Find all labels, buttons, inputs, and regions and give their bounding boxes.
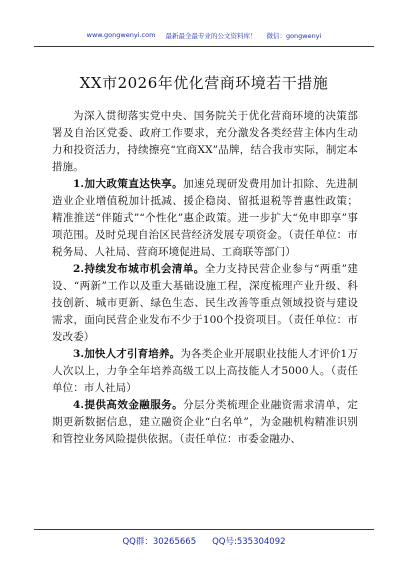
measure-heading: 2.持续发布城市机会清单。 — [73, 263, 205, 275]
measure-body: 为各类企业开展职业技能人才评价1万人次以上，力争全年培养高级工以上高技能人才5000人。（责任单位：市人社局） — [52, 348, 358, 394]
measure-item-3 — [52, 346, 358, 397]
measure-item-4 — [52, 397, 358, 448]
measure-heading: 1.加大政策直达快享。 — [73, 178, 184, 190]
measure-body: 全力支持民营企业参与“两重”建设、“两新”工作以及重大基础设施工程，深度梳理产业升级、科技创新、城市更新、绿色生态、民生改善等重点领域投资与建设需求，面向民营企业发布不少于100个投资项目。（责任单位：市发改委） — [52, 263, 358, 343]
page-footer — [0, 535, 408, 553]
measure-item-2 — [52, 261, 358, 346]
measure-heading: 3.加快人才引育培养。 — [73, 348, 181, 360]
qq-number: QQ号:535304092 — [212, 537, 286, 547]
page-header — [0, 26, 408, 44]
qq-group: QQ群：30265665 — [122, 537, 197, 547]
intro-paragraph: 为深入贯彻落实党中央、国务院关于优化营商环境的决策部署及自治区党委、政府工作要求，充分激发各类经营主体内生动力和投资活力，持续擦亮“宜商XX”品牌，结合我市实际，制定本措施。 — [52, 110, 358, 173]
wechat-contact: 微信：gongwenyi — [266, 31, 322, 40]
site-slogan: 最新最全最专业的公文资料库！ — [165, 31, 257, 40]
measure-body: 加速兑现研发费用加计扣除、先进制造业企业增值税加计抵减、援企稳岗、留抵退税等普惠性政策；精准推送“伴随式”“个性化”惠企政策。进一步扩大“免申即享”事项范围。及时兑现自治区民营经济发展专项资金。（责任单位：市税务局、人社局、营商环境促进局、工商联等部门） — [52, 178, 358, 258]
measure-heading: 4.提供高效金融服务。 — [73, 399, 184, 411]
measure-item-1 — [52, 176, 358, 261]
document-body — [52, 108, 358, 448]
site-link[interactable]: www.gongwenyi.com — [86, 31, 156, 39]
header-divider — [34, 46, 374, 47]
footer-divider — [34, 529, 374, 530]
measure-body: 分层分类梳理企业融资需求清单，定期更新数据信息，建立融资企业“白名单”，为金融机构精准识别和管控业务风险提供依据。（责任单位：市委金融办、 — [52, 399, 358, 445]
document-title: XX市2026年优化营商环境若干措施 — [79, 74, 329, 92]
